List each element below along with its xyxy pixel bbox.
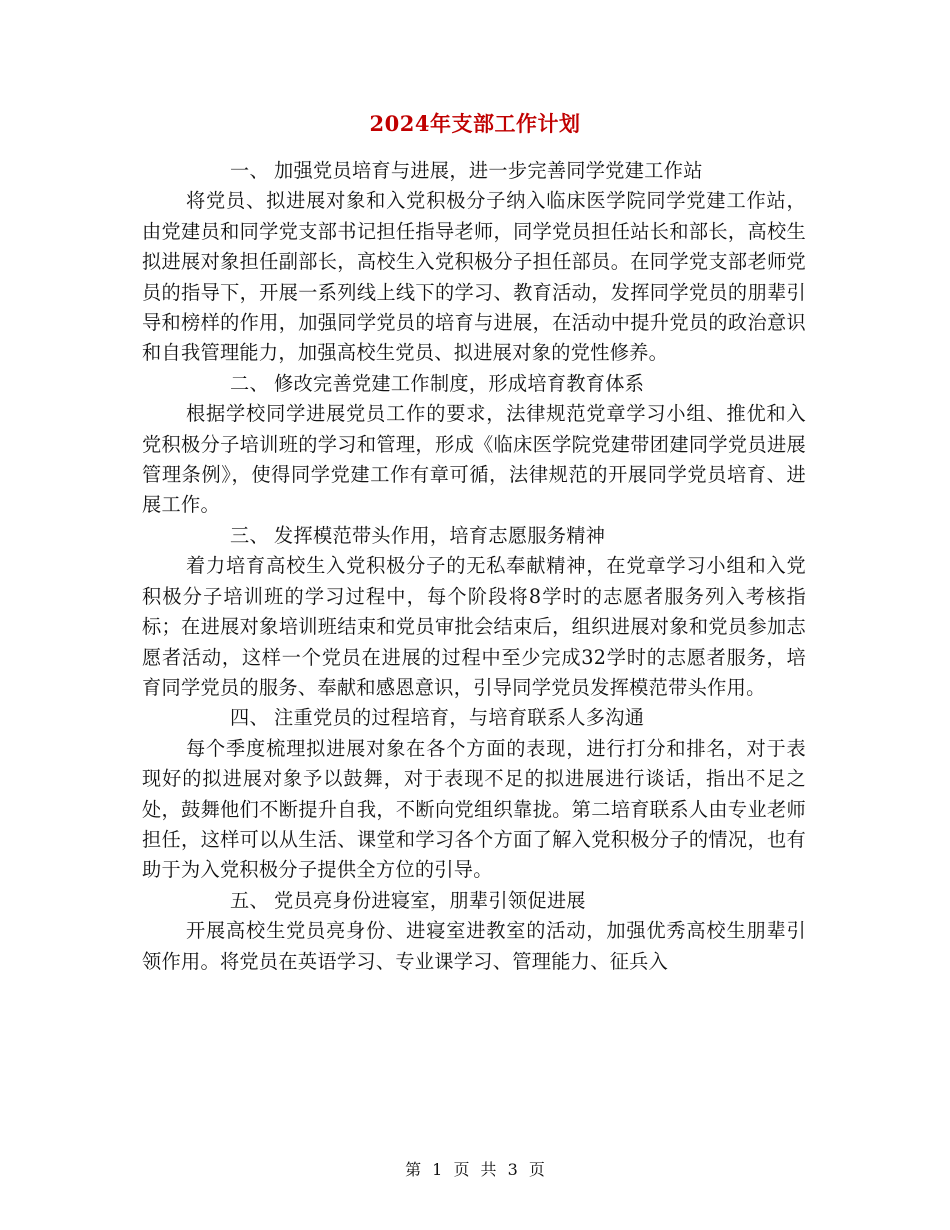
document-body: [142, 156, 806, 977]
section-paragraph-1: 将党员、拟进展对象和入党积极分子纳入临床医学院同学党建工作站，由党建员和同学党支部书记担任指导老师，同学党员担任站长和部长，高校生拟进展对象担任副部长，高校生入党积极分子担任部员。在同学党支部老师党员的指导下，开展一系列线上线下的学习、教育活动，发挥同学党员的朋辈引导和榜样的作用，加强同学党员的培育与进展，在活动中提升党员的政治意识和自我管理能力，加强高校生党员、拟进展对象的党性修养。: [142, 189, 806, 365]
page-footer: 第 1 页 共 3 页: [405, 1160, 545, 1179]
section-number: 四、: [230, 706, 269, 730]
section-number: 五、: [230, 888, 269, 912]
section-heading-1: [142, 156, 806, 186]
section-heading-4: [142, 703, 806, 733]
section-paragraph-3: 着力培育高校生入党积极分子的无私奉献精神，在党章学习小组和入党积极分子培训班的学习过程中，每个阶段将8学时的志愿者服务列入考核指标；在进展对象培训班结束和党员审批会结束后，组织进展对象和党员参加志愿者活动，这样一个党员在进展的过程中至少完成32学时的志愿者服务，培育同学党员的服务、奉献和感恩意识，引导同学党员发挥模范带头作用。: [142, 554, 806, 699]
section-number: 一、: [230, 159, 269, 182]
document-title: 2024年支部工作计划: [369, 111, 581, 136]
section-heading-2: [142, 369, 806, 399]
section-heading-text: 加强党员培育与进展，进一步完善同学党建工作站: [274, 159, 703, 182]
section-heading-text: 党员亮身份进寝室，朋辈引领促进展: [274, 888, 586, 912]
section-paragraph-5: 开展高校生党员亮身份、进寝室进教室的活动，加强优秀高校生朋辈引领作用。将党员在英语学习、专业课学习、管理能力、征兵入: [142, 919, 806, 973]
section-heading-3: [142, 521, 806, 551]
section-number: 二、: [230, 371, 269, 395]
section-heading-text: 修改完善党建工作制度，形成培育教育体系: [274, 371, 645, 395]
section-number: 三、: [230, 523, 269, 547]
section-heading-text: 发挥模范带头作用，培育志愿服务精神: [274, 523, 606, 547]
section-heading-5: [142, 886, 806, 916]
section-paragraph-4: 每个季度梳理拟进展对象在各个方面的表现，进行打分和排名，对于表现好的拟进展对象予以鼓舞，对于表现不足的拟进展进行谈话，指出不足之处，鼓舞他们不断提升自我，不断向党组织靠拢。第二培育联系人由专业老师担任，这样可以从生活、课堂和学习各个方面了解入党积极分子的情况，也有助于为入党积极分子提供全方位的引导。: [142, 736, 806, 882]
section-paragraph-2: 根据学校同学进展党员工作的要求，法律规范党章学习小组、推优和入党积极分子培训班的学习和管理，形成《临床医学院党建带团建同学党员进展管理条例》，使得同学党建工作有章可循，法律规范的开展同学党员培育、进展工作。: [142, 402, 806, 517]
section-heading-text: 注重党员的过程培育，与培育联系人多沟通: [274, 706, 645, 730]
